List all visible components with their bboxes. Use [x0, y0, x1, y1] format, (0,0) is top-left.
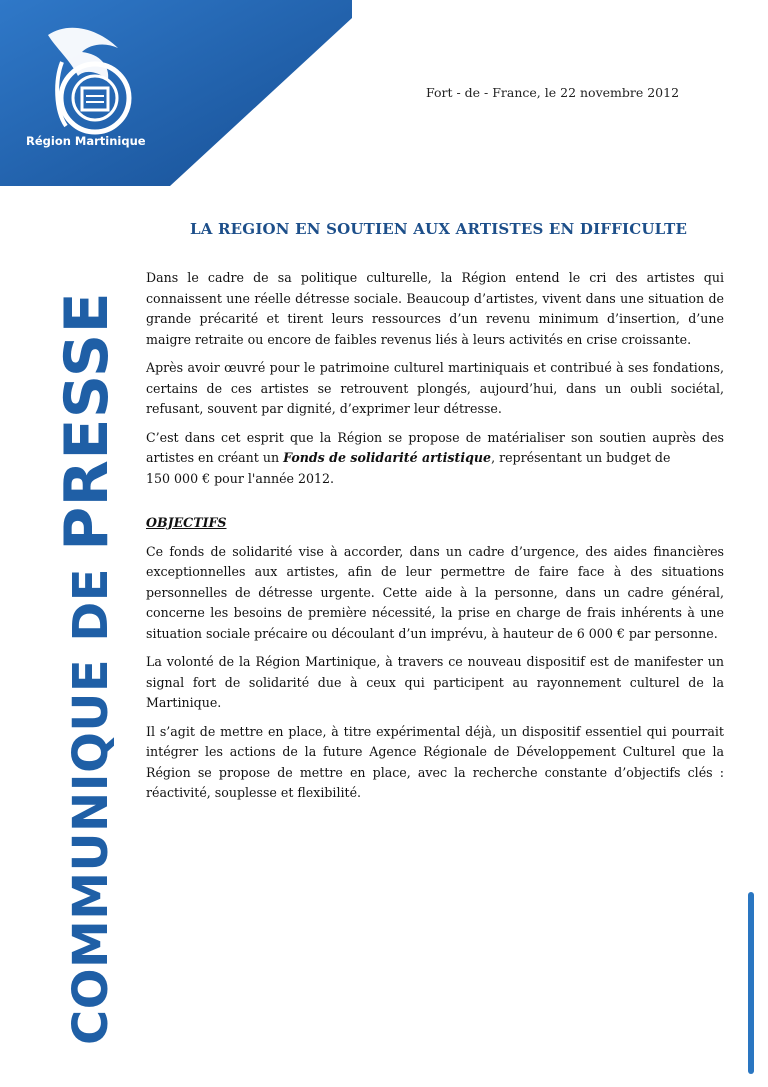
decorative-bar	[748, 892, 754, 1074]
fund-name: Fonds de solidarité artistique	[283, 450, 492, 465]
date-line: Fort - de - France, le 22 novembre 2012	[426, 85, 680, 100]
paragraph-2: Après avoir œuvré pour le patrimoine culturel martiniquais et contribué à ses fondations, certains de ces artistes se retrouvent plongés, aujourd’hui, dans un oubli sociétal, refusant, souvent par dignité, d’exprimer leur détresse.	[146, 360, 724, 416]
paragraph-3-text-after: , représentant un budget de	[491, 450, 671, 465]
paragraph-6: Il s’agit de mettre en place, à titre expérimental déjà, un dispositif essentiel qui pourrait intégrer les actions de la future Agence Régionale de Développement Culturel que la Région se propose de mettre en place, avec la recherche constante d’objectifs clés : réactivité, souplesse et flexibilité.	[146, 723, 724, 800]
side-title-part2: PRESSE	[52, 291, 122, 551]
paragraph-3-text: C’est dans cet esprit que la Région se propose de matérialiser son soutien auprès des artistes en créant un	[146, 429, 724, 465]
logo-label: Région Martinique	[26, 134, 146, 148]
side-title-part1: COMMUNIQUE DE	[63, 568, 119, 1045]
objectifs-heading: OBJECTIFS	[146, 515, 227, 530]
paragraph-3	[146, 428, 724, 490]
side-title	[52, 291, 122, 1045]
paragraph-1: Dans le cadre de sa politique culturelle, la Région entend le cri des artistes qui connaissent une réelle détresse sociale. Beaucoup d’artistes, vivent dans une situation de grande précarité et tirent leurs ressources d’un revenu minimum d’insertion, d’une maigre retraite ou encore de faibles revenus liés à leurs activités en crise croissante.	[146, 270, 724, 347]
paragraph-4: Ce fonds de solidarité vise à accorder, dans un cadre d’urgence, des aides financières exceptionnelles aux artistes, afin de leur permettre de faire face à des situations personnelles de détresse urgente. Cette aide à la personne, dans un cadre général, concerne les besoins de première nécessité, la prise en charge de frais inhérents à une situation sociale précaire ou découlant d’un imprévu, à hauteur de 6 000 € par personne.	[146, 543, 724, 641]
budget-line: 150 000 € pour l'année 2012.	[146, 470, 335, 486]
paragraph-5: La volonté de la Région Martinique, à travers ce nouveau dispositif est de manifester un signal fort de solidarité due à ceux qui participent au rayonnement culturel de la Martinique.	[146, 654, 724, 710]
page-title: LA REGION EN SOUTIEN AUX ARTISTES EN DIFFICULTE	[190, 220, 688, 238]
document-body	[146, 268, 724, 812]
region-logo	[0, 0, 352, 186]
